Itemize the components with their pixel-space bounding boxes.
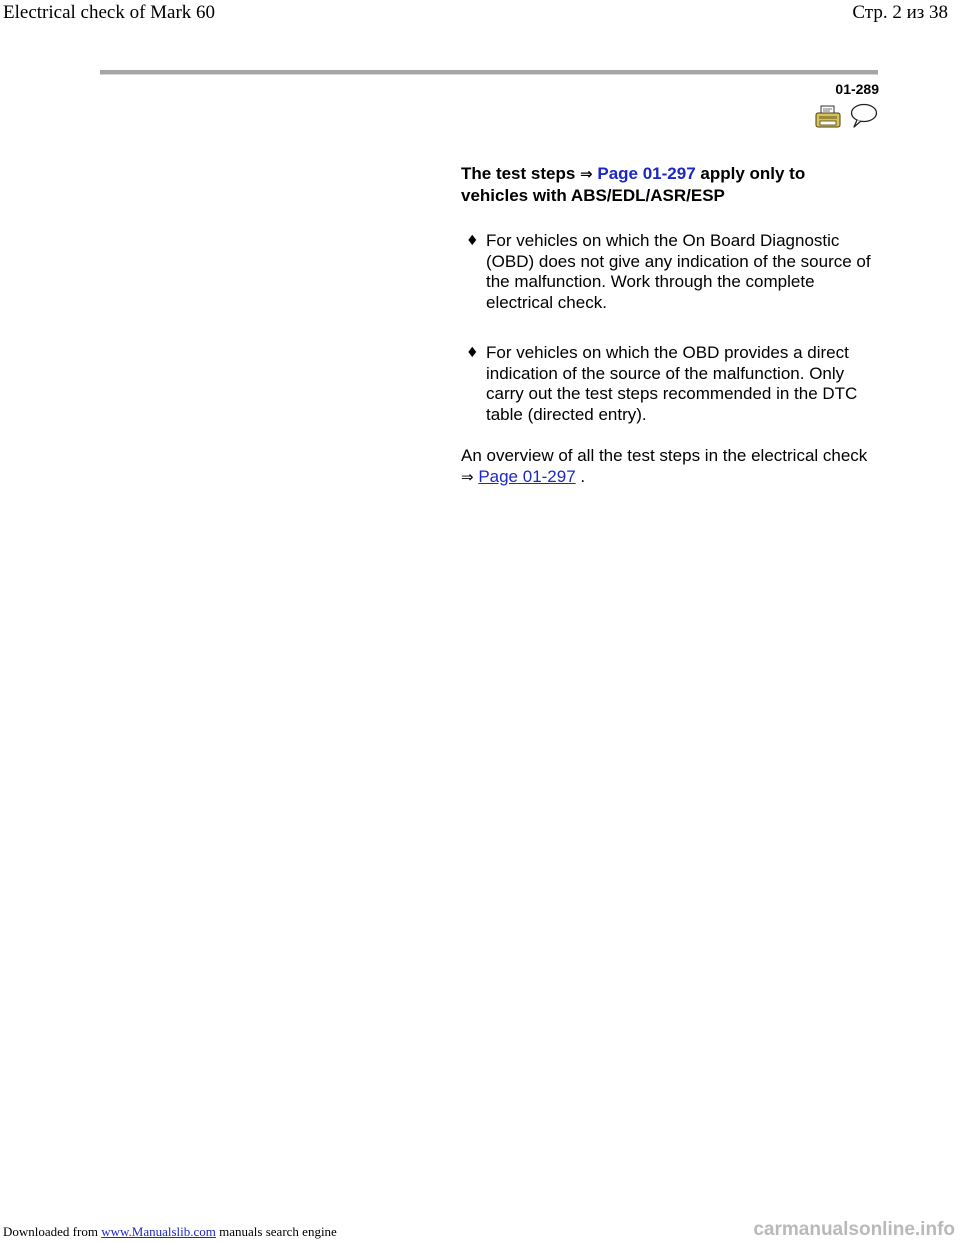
overview-page-link[interactable]: Page 01-297 xyxy=(478,467,576,486)
bullet-text: For vehicles on which the On Board Diagnostic (OBD) does not give any indication of the source of the malfunction. Work through the complete electrical check. xyxy=(486,231,871,312)
overview-prefix: An overview of all the test steps in the electrical check xyxy=(461,446,868,465)
manualslib-link[interactable]: www.Manualslib.com xyxy=(101,1224,216,1239)
window-title: Electrical check of Mark 60 xyxy=(3,2,216,23)
comment-icon[interactable] xyxy=(848,103,878,129)
watermark: carmanualsonline.info xyxy=(753,1219,955,1240)
overview-paragraph xyxy=(461,445,876,488)
intro-page-link[interactable]: Page 01-297 xyxy=(597,164,696,183)
footer-suffix: manuals search engine xyxy=(219,1224,337,1239)
intro-suffix: apply only to vehicles with ABS/EDL/ASR/ESP xyxy=(461,164,806,205)
bullet-text: For vehicles on which the OBD provides a direct indication of the source of the malfunction. Only carry out the test steps recommended in the DTC table (directed entry). xyxy=(486,343,858,424)
download-footer xyxy=(3,1224,337,1240)
intro-prefix: The test steps xyxy=(461,164,576,183)
intro-paragraph xyxy=(461,163,876,206)
page-indicator: Стр. 2 из 38 xyxy=(852,2,948,23)
bullet-item xyxy=(466,231,876,313)
diamond-bullet-icon: ♦ xyxy=(466,345,479,361)
footer-prefix: Downloaded from xyxy=(3,1224,98,1239)
arrow-icon: ⇒ xyxy=(580,165,593,183)
print-icon[interactable] xyxy=(815,105,841,129)
overview-suffix: . xyxy=(580,467,586,486)
diamond-bullet-icon: ♦ xyxy=(466,233,479,249)
arrow-icon: ⇒ xyxy=(461,468,474,486)
bullet-item xyxy=(466,343,876,425)
page-number: 01-289 xyxy=(835,81,879,97)
header-rule xyxy=(100,70,878,75)
